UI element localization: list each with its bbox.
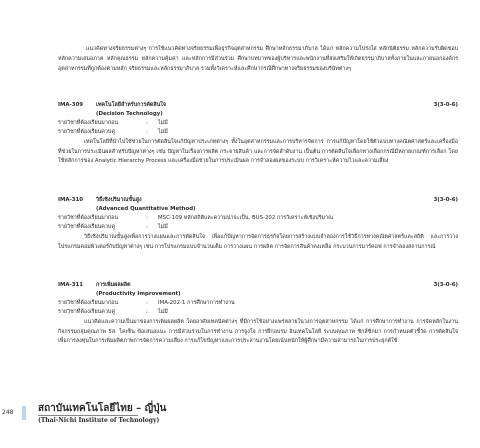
course-title-en: (Decision Technology) [96, 111, 163, 117]
course-code: IMA-311 [58, 282, 84, 288]
coreq-label: รายวิชาที่ต้องเรียนควบคู่ [58, 224, 115, 230]
intro-paragraph [58, 44, 458, 74]
prereq-value: IMA-202-1 การศึกษาการทำงาน [158, 300, 235, 306]
coreq-label: รายวิชาที่ต้องเรียนควบคู่ [58, 129, 115, 135]
coreq-value: ไม่มี [158, 129, 168, 135]
course-block: IMA-310 วิธีเชิงปริมาณขั้นสูง 3(3-0-6) (Advanced Quantitative Method) รายวิชาที่ต้องเรียนมาก่อน : MSC-109 หลักสถิติและความน่าจะเป็น, BUS-202 การวิเคราะห์เชิงปริมาณ รายวิชาที่ต้องเรียนควบคู่ : ไม่มี วิธีเชิงปริมาณขั้นสูงเพื่อการวางแผนและการตัดสินใจ เพื่อแก้ปัญหาการจัดการธุรกิจโดยการสร้างแบบจำลองการใช้วิธีการทางคณิตศาสตร์และสถิติ และการวางโปรแกรมคอมพิวเตอร์กับปัญหาต่างๆ เช่น การโปรแกรมแบบจำนวนเต็ม การวางแผน การผลิต การจัดการสินค้าคงเหลือ กระบวนการมาร์คอฟ การจำลองสถานการณ์ [58, 196, 458, 252]
course-title-th: เทคโนโลยีสำหรับการตัดสินใจ [96, 102, 167, 108]
prereq-value: ไม่มี [158, 120, 168, 126]
page-footer [0, 392, 480, 432]
prereq-label: รายวิชาที่ต้องเรียนมาก่อน [58, 300, 119, 306]
course-code: IMA-310 [58, 197, 84, 203]
page-number: 248 [2, 409, 14, 416]
course-credits: 3(3-0-6) [433, 197, 458, 203]
course-code: IMA-309 [58, 102, 84, 108]
course-description: วิธีเชิงปริมาณขั้นสูงเพื่อการวางแผนและการตัดสินใจ เพื่อแก้ปัญหาการจัดการธุรกิจโดยการสร้างแบบจำลองการใช้วิธีการทางคณิตศาสตร์และสถิติ และการวางโปรแกรมคอมพิวเตอร์กับปัญหาต่างๆ เช่น การโปรแกรมแบบจำนวนเต็ม การวางแผน การผลิต การจัดการสินค้าคงเหลือ กระบวนการมาร์คอฟ การจำลองสถานการณ์ [58, 234, 458, 250]
coreq-value: ไม่มี [158, 309, 168, 315]
prereq-label: รายวิชาที่ต้องเรียนมาก่อน [58, 215, 119, 221]
course-block: IMA-311 การเพิ่มผลผลิต 3(3-0-6) (Productivity Improvement) รายวิชาที่ต้องเรียนมาก่อน : IMA-202-1 การศึกษาการทำงาน รายวิชาที่ต้องเรียนควบคู่ : ไม่มี แนวคิดและความเป็นมาของการเพิ่มผลผลิต โดยอาศัยเทคนิคต่างๆ ที่มีการใช้อย่างแพร่หลายในวงการอุตสาหกรรม ได้แก่ การศึกษาการทำงาน การจัดหลักในงาน กิจกรรมกลุ่มคุณภาพ 5ส. ไคเซ็น ข้อเสนอแนะ การมีส่วนร่วมในการทำงาน การจูงใจ การฝึกอบรม อินเทคโนโลยี ระบบคุณภาพ ซิกส์ซิกมา การกำหนดตัวชี้วัด การตัดสินใจเพื่อการลงทุนในการเพิ่มผลิตภาพการจัดการความเสี่ยง การแก้ไขปัญหาและการประสานงานโดยเน้นหนักให้ผู้ศึกษามีความสามารถในการประยุกต์ใช้ [58, 281, 458, 347]
intro-text: แนวคิดทางจริยธรรมต่างๆ การใช้แนวคิดทางจริยธรรมเพื่อธุรกิจอุตสาหกรรม ศึกษาหลักธรรมาภิบาล ได้แก่ หลักความโปร่งใส หลักนิติธรรม หลักความรับผิดชอบ หลักความเสมอภาค หลักคุณธรรม หลักความคุ้มค่า และหลักการมีส่วนร่วม ศึกษาบทบาทของผู้บริหารและพนักงานที่ส่งเสริมให้เกิดธรรมาภิบาลทั้งภายในและภายนอกองค์กรอุตสาหกรรมที่ถูกต้องตามหลัก จริยธรรมและหลักธรรมาภิบาล รวมทั้งวิเคราะห์และศึกษากรณีศึกษาทางจริยธรรมของบริษัทต่างๆ [58, 46, 458, 72]
footer-divider [38, 415, 138, 416]
institute-name-en: (Thai-Nichi Institute of Technology) [38, 417, 160, 424]
course-credits: 3(3-0-6) [433, 282, 458, 288]
course-description: แนวคิดและความเป็นมาของการเพิ่มผลผลิต โดยอาศัยเทคนิคต่างๆ ที่มีการใช้อย่างแพร่หลายในวงการอุตสาหกรรม ได้แก่ การศึกษาการทำงาน การจัดหลักในงาน กิจกรรมกลุ่มคุณภาพ 5ส. ไคเซ็น ข้อเสนอแนะ การมีส่วนร่วมในการทำงาน การจูงใจ การฝึกอบรม อินเทคโนโลยี ระบบคุณภาพ ซิกส์ซิกมา การกำหนดตัวชี้วัด การตัดสินใจเพื่อการลงทุนในการเพิ่มผลิตภาพการจัดการความเสี่ยง การแก้ไขปัญหาและการประสานงานโดยเน้นหนักให้ผู้ศึกษามีความสามารถในการประยุกต์ใช้ [58, 319, 458, 345]
course-title-th: การเพิ่มผลผลิต [96, 282, 131, 288]
coreq-label: รายวิชาที่ต้องเรียนควบคู่ [58, 309, 115, 315]
course-credits: 3(3-0-6) [433, 102, 458, 108]
course-title-th: วิธีเชิงปริมาณขั้นสูง [96, 197, 142, 203]
course-block: IMA-309 เทคโนโลยีสำหรับการตัดสินใจ 3(3-0-6) (Decision Technology) รายวิชาที่ต้องเรียนมาก่อน : ไม่มี รายวิชาที่ต้องเรียนควบคู่ : ไม่มี เทคโนโลยีที่นำไปใช้ช่วยในการตัดสินใจแก้ปัญหาประเภทต่างๆ ทั้งในอุตสาหกรรมและการบริหารจัดการ การแก้ปัญหาโดยใช้ตัวแบบทางคณิตศาสตร์และเครื่องมือที่ช่วยในการประเมินผลสำหรับปัญหาต่างๆ เช่น ปัญหาในเรื่องการผลิต กระจายสินค้า และการจัดลำดับงาน เป็นต้น การตัดสินใจเลือกทางเลือกกรณีมีหลายเกณฑ์การเลือก โดยใช้หลักการของ Analytic Hierarchy Process และเครื่องมือช่วยในการประเมินผล การจำลองผลของระบบ การวิเคราะห์ความไวและความเสี่ยง [58, 101, 458, 167]
prereq-label: รายวิชาที่ต้องเรียนมาก่อน [58, 120, 119, 126]
course-title-en: (Productivity Improvement) [96, 291, 181, 297]
institute-name-th: สถาบันเทคโนโลยีไทย – ญี่ปุ่น [38, 403, 167, 414]
coreq-value: ไม่มี [158, 224, 168, 230]
prereq-value: MSC-109 หลักสถิติและความน่าจะเป็น, BUS-202 การวิเคราะห์เชิงปริมาณ [158, 215, 334, 221]
course-description: เทคโนโลยีที่นำไปใช้ช่วยในการตัดสินใจแก้ปัญหาประเภทต่างๆ ทั้งในอุตสาหกรรมและการบริหารจัดการ การแก้ปัญหาโดยใช้ตัวแบบทางคณิตศาสตร์และเครื่องมือที่ช่วยในการประเมินผลสำหรับปัญหาต่างๆ เช่น ปัญหาในเรื่องการผลิต กระจายสินค้า และการจัดลำดับงาน เป็นต้น การตัดสินใจเลือกทางเลือกกรณีมีหลายเกณฑ์การเลือก โดยใช้หลักการของ Analytic Hierarchy Process และเครื่องมือช่วยในการประเมินผล การจำลองผลของระบบ การวิเคราะห์ความไวและความเสี่ยง [58, 139, 458, 165]
footer-accent-bar [22, 406, 26, 420]
course-title-en: (Advanced Quantitative Method) [96, 206, 196, 212]
